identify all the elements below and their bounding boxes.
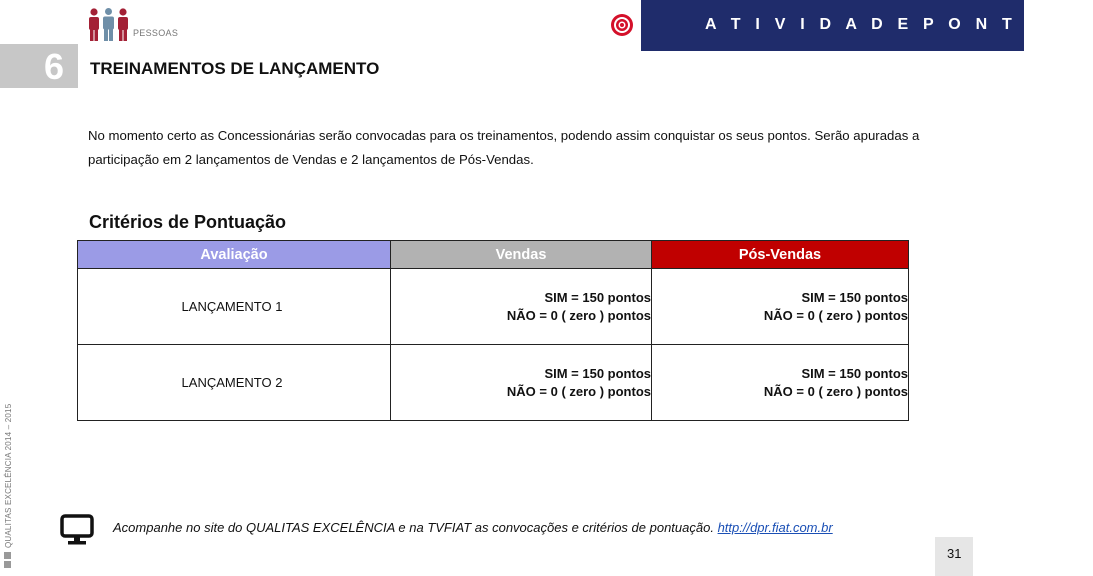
vendas-nao: NÃO = 0 ( zero ) pontos xyxy=(506,383,651,399)
vendas-nao: NÃO = 0 ( zero ) pontos xyxy=(506,307,651,323)
row-label-cell xyxy=(78,345,391,421)
banner-text: A T I V I D A D E P O N T U A L xyxy=(705,16,1093,33)
pos-vendas-cell xyxy=(652,345,909,421)
row-label-cell xyxy=(78,269,391,345)
category-label: PESSOAS xyxy=(133,28,179,38)
side-squares xyxy=(4,552,11,570)
monitor-icon xyxy=(60,514,94,546)
vendas-sim: SIM = 150 pontos xyxy=(544,289,651,305)
criteria-title: Critérios de Pontuação xyxy=(89,212,287,232)
column-header-avaliacao: Avaliação xyxy=(78,241,391,269)
page-number-box xyxy=(935,537,973,576)
row-label: LANÇAMENTO 2 xyxy=(181,375,283,390)
row-label: LANÇAMENTO 1 xyxy=(181,299,283,314)
side-label: QUALITAS EXCELÊNCIA 2014 – 2015 xyxy=(4,403,13,548)
intro-paragraph: No momento certo as Concessionárias serão convocadas para os treinamentos, podendo assim conquistar os seus pontos. Serão apuradas a participação em 2 lançamentos de Vendas e 2 lançamentos de Pós-Vendas. xyxy=(88,128,920,167)
pos-vendas-nao: NÃO = 0 ( zero ) pontos xyxy=(763,383,908,399)
people-icon xyxy=(87,8,131,42)
table-row xyxy=(78,345,909,421)
section-number: 6 xyxy=(44,46,65,87)
activity-banner xyxy=(641,0,1093,51)
page-number: 31 xyxy=(947,546,962,561)
vendas-cell xyxy=(391,345,652,421)
vendas-cell xyxy=(391,269,652,345)
pos-vendas-sim: SIM = 150 pontos xyxy=(801,365,908,381)
section-number-box xyxy=(0,44,78,88)
pos-vendas-sim: SIM = 150 pontos xyxy=(801,289,908,305)
vendas-sim: SIM = 150 pontos xyxy=(544,365,651,381)
column-header-vendas: Vendas xyxy=(391,241,652,269)
table-header-row xyxy=(78,241,909,269)
section-title: TREINAMENTOS DE LANÇAMENTO xyxy=(90,59,380,78)
table-row xyxy=(78,269,909,345)
criteria-table xyxy=(77,240,909,421)
pos-vendas-nao: NÃO = 0 ( zero ) pontos xyxy=(763,307,908,323)
footer-note-text: Acompanhe no site do QUALITAS EXCELÊNCIA e na TVFIAT as convocações e critérios de pontuação. xyxy=(113,520,718,535)
column-header-pos-vendas: Pós-Vendas xyxy=(652,241,909,269)
footer-link[interactable]: http://dpr.fiat.com.br xyxy=(717,520,833,535)
target-icon xyxy=(610,13,634,37)
pos-vendas-cell xyxy=(652,269,909,345)
footer-note xyxy=(113,520,833,535)
